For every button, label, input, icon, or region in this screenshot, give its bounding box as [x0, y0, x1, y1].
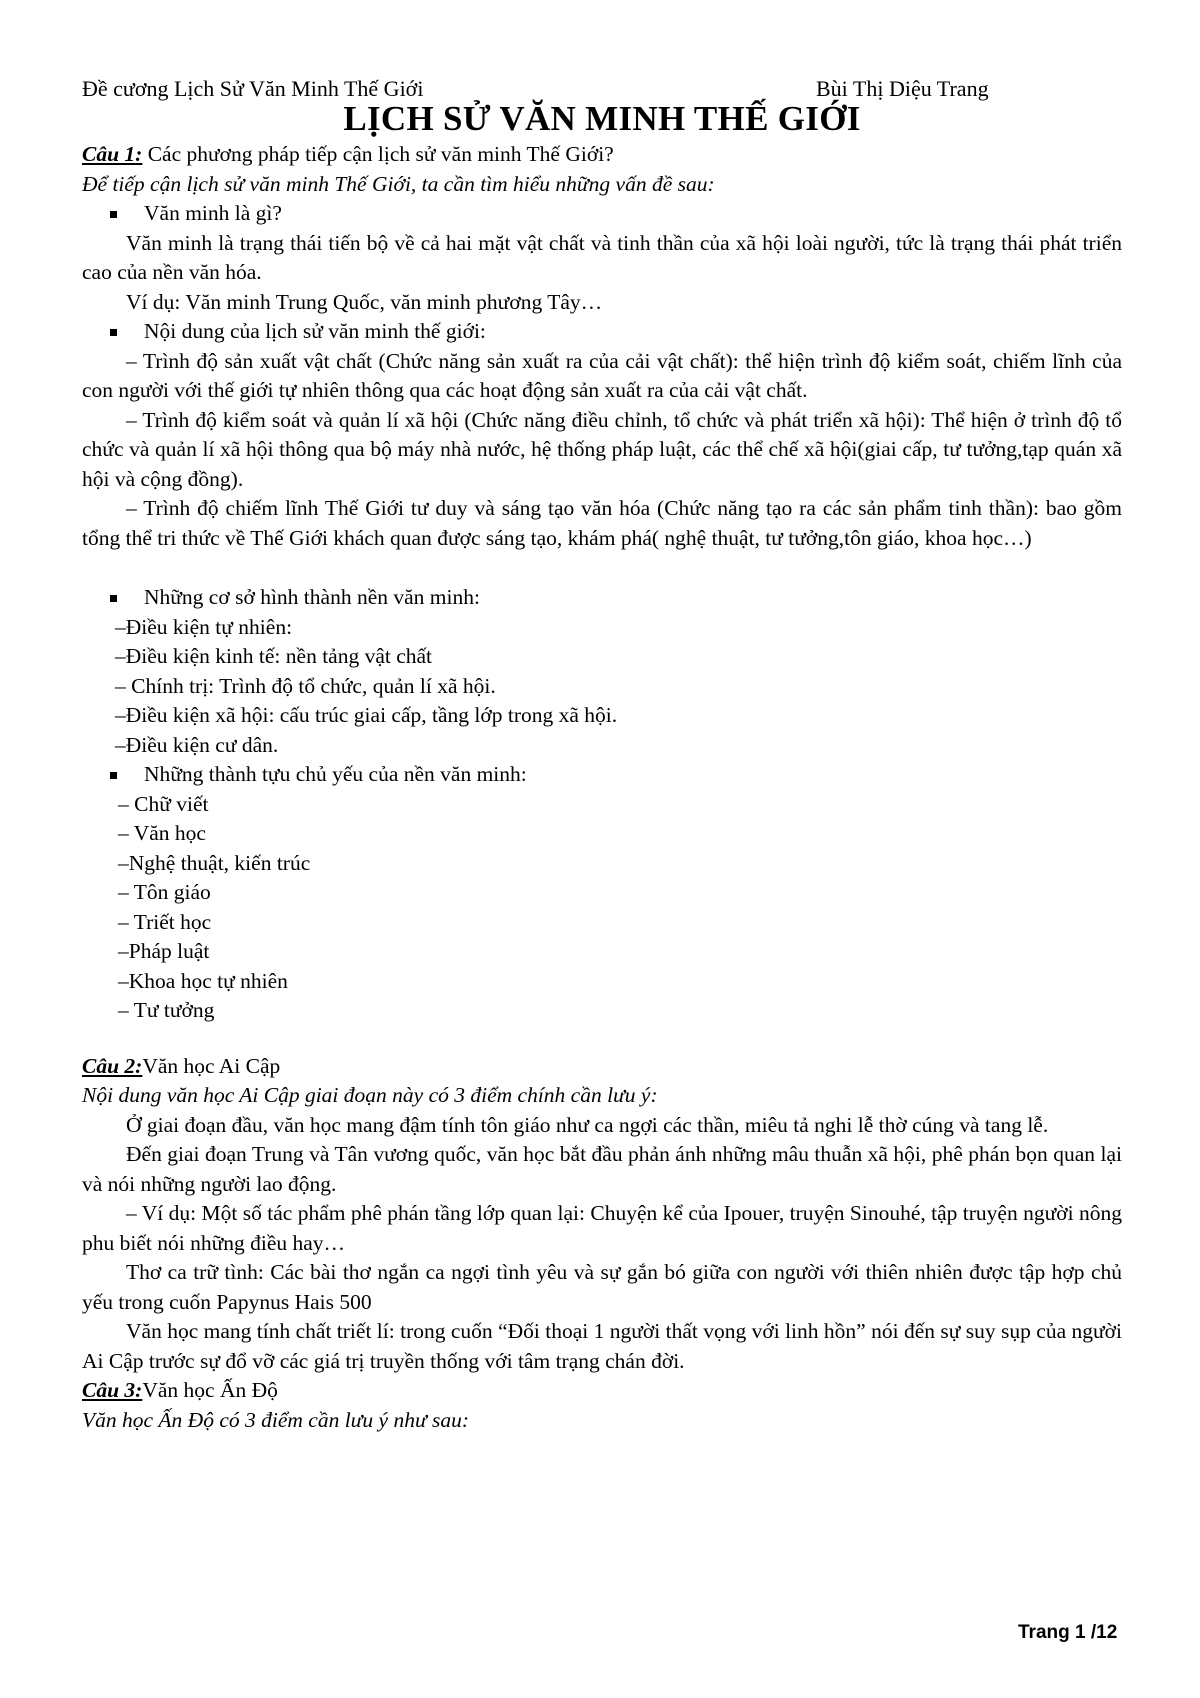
bullet-text: Những thành tựu chủ yếu của nền văn minh:: [144, 762, 527, 786]
question-1-label: Câu 1:: [82, 142, 143, 166]
paragraph-lyric-poetry: Thơ ca trữ tình: Các bài thơ ngắn ca ngợi tình yêu và sự gắn bó giữa con người với thiên nhiên được tập hợp chủ yếu trong cuốn Papynus Hais 500: [82, 1260, 1122, 1314]
paragraph-dash-3: – Trình độ chiếm lĩnh Thế Giới tư duy và sáng tạo văn hóa (Chức năng tạo ra các sản phẩm tinh thần): bao gồm tổng thể tri thức về Thế Giới khách quan được sáng tạo, khám phá( nghệ thuật, tư tưởng,tôn giáo, khoa học…): [82, 496, 1122, 550]
spacer: [82, 1026, 1122, 1052]
paragraph-example: Ví dụ: Văn minh Trung Quốc, văn minh phương Tây…: [126, 289, 603, 314]
list-item: –Điều kiện tự nhiên:: [115, 614, 293, 639]
list-item: – Chính trị: Trình độ tổ chức, quản lí xã hội.: [115, 673, 496, 698]
page-number: Trang 1 /12: [1018, 1622, 1118, 1643]
paragraph-early-period: Ở giai đoạn đầu, văn học mang đậm tính tôn giáo như ca ngợi các thần, miêu tả nghi lễ thờ cúng và tang lễ.: [126, 1112, 1049, 1137]
square-bullet-icon: [110, 211, 117, 218]
list-item: –Điều kiện cư dân.: [115, 732, 279, 757]
question-2-heading: [82, 1052, 1122, 1082]
spacer: [82, 553, 1122, 583]
paragraph-definition: Văn minh là trạng thái tiến bộ về cả hai mặt vật chất và tinh thần của xã hội loài người, tức là trạng thái phát triển cao của nền văn hóa.: [82, 230, 1122, 284]
list-item: –Điều kiện xã hội: cấu trúc giai cấp, tầng lớp trong xã hội.: [115, 703, 618, 727]
list-item: – Tôn giáo: [118, 880, 211, 904]
bullet-foundations: [82, 583, 1122, 613]
square-bullet-icon: [110, 329, 117, 336]
question-2-text: Văn học Ai Cập: [142, 1053, 281, 1078]
question-1-text: Các phương pháp tiếp cận lịch sử văn minh Thế Giới?: [142, 142, 614, 166]
paragraph-example-works: – Ví dụ: Một số tác phẩm phê phán tầng lớp quan lại: Chuyện kể của Ipouer, truyện Sinouhé, tập truyện người nông phu biết nói những điều hay…: [82, 1201, 1122, 1255]
square-bullet-icon: [110, 772, 117, 779]
question-1-heading: [82, 140, 1122, 170]
page-header: [82, 68, 1122, 101]
question-2-label: Câu 2:: [82, 1053, 143, 1078]
paragraph-dash-2: – Trình độ kiểm soát và quản lí xã hội (Chức năng điều chỉnh, tổ chức và phát triển xã hội): Thể hiện ở trình độ tổ chức và quản lí xã hội thông qua bộ máy nhà nước, hệ thống pháp luật, các thể chế xã hội(giai cấp, tư tưởng,tạp quán xã hội và cộng đồng).: [82, 407, 1122, 491]
question-2-intro: Nội dung văn học Ai Cập giai đoạn này có 3 điểm chính cần lưu ý:: [82, 1083, 658, 1107]
header-author: Bùi Thị Diệu Trang: [816, 76, 989, 101]
list-item: –Khoa học tự nhiên: [118, 968, 288, 993]
bullet-achievements: [82, 760, 1122, 790]
bullet-content: [82, 317, 1122, 347]
bullet-text: Những cơ sở hình thành nền văn minh:: [144, 585, 480, 609]
document-title: LỊCH SỬ VĂN MINH THẾ GIỚI: [343, 99, 861, 138]
bullet-what-is-civilization: [82, 199, 1122, 229]
question-3-label: Câu 3:: [82, 1378, 143, 1402]
list-item: – Văn học: [118, 821, 206, 845]
paragraph-philosophy: Văn học mang tính chất triết lí: trong cuốn “Đối thoại 1 người thất vọng với linh hồn” nói đến sự suy sụp của người Ai Cập trước sự đổ vỡ các giá trị truyền thống với tâm trạng chán đời.: [82, 1319, 1122, 1373]
list-item: – Triết học: [118, 909, 212, 934]
question-3-heading: [82, 1376, 1122, 1406]
paragraph-middle-new-kingdom: Đến giai đoạn Trung và Tân vương quốc, văn học bắt đầu phản ánh những mâu thuẫn xã hội, phê phán bọn quan lại và nói những người lao động.: [82, 1142, 1122, 1196]
question-1-intro: Để tiếp cận lịch sử văn minh Thế Giới, ta cần tìm hiểu những vấn đề sau:: [82, 171, 715, 196]
document-body: [82, 140, 1122, 1435]
bullet-text: Nội dung của lịch sử văn minh thế giới:: [144, 319, 486, 343]
question-3-text: Văn học Ấn Độ: [142, 1378, 278, 1402]
list-item: – Chữ viết: [118, 791, 209, 816]
question-3-intro: Văn học Ấn Độ có 3 điểm cần lưu ý như sau:: [82, 1407, 470, 1432]
document-page: [82, 68, 1122, 1435]
list-item: –Nghệ thuật, kiến trúc: [118, 850, 311, 875]
square-bullet-icon: [110, 595, 117, 602]
list-item: – Tư tưởng: [118, 998, 215, 1022]
bullet-text: Văn minh là gì?: [144, 201, 282, 225]
header-course-title: Đề cương Lịch Sử Văn Minh Thế Giới: [82, 76, 424, 101]
list-item: –Pháp luật: [118, 939, 210, 963]
list-item: –Điều kiện kinh tế: nền tảng vật chất: [115, 644, 433, 668]
paragraph-dash-1: – Trình độ sản xuất vật chất (Chức năng sản xuất ra của cải vật chất): thể hiện trình độ kiểm soát, chiếm lĩnh của con người với thế giới tự nhiên thông qua các hoạt động sản xuất ra của cải vật chất.: [82, 348, 1122, 402]
